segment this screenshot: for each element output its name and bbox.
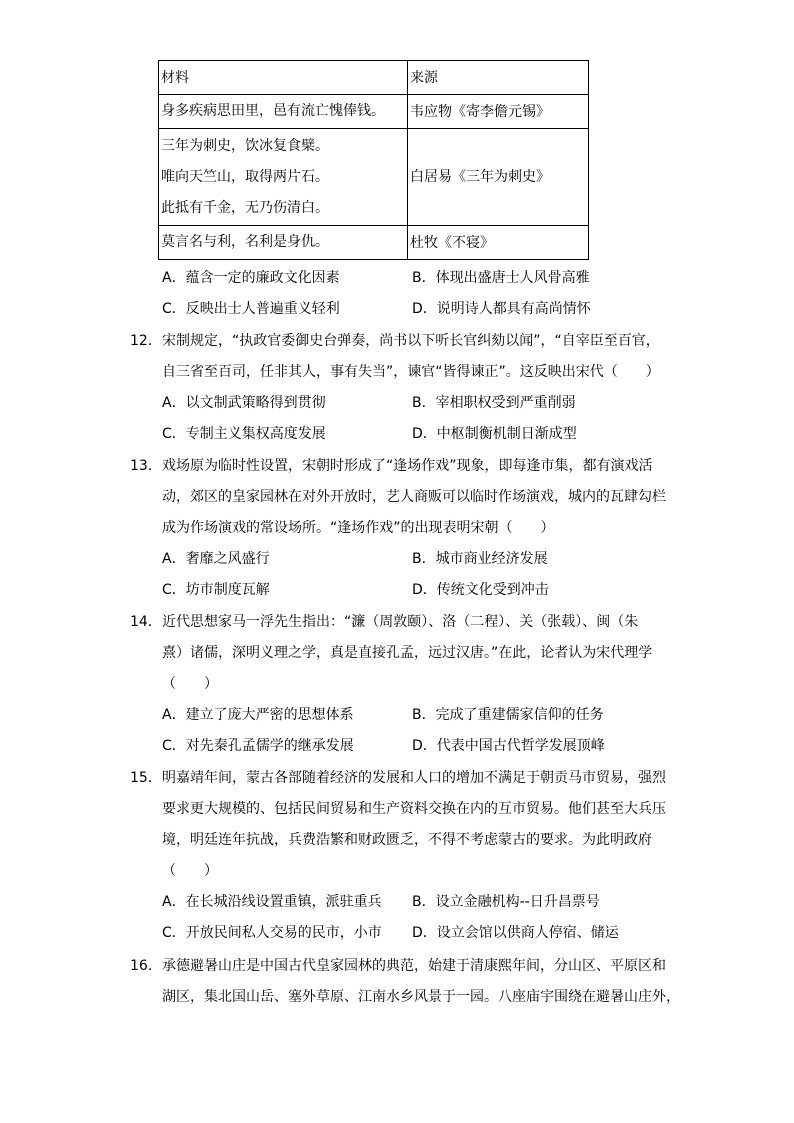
question-stem: 明嘉靖年间，蒙古各部随着经济的发展和人口的增加不满足于朝贡马市贸易，强烈 要求更大规模的、包括民间贸易和生产资料交换在内的互市贸易。他们甚至大兵压 境，明廷连年抗战，兵费浩繁和财政匮乏，不得不考虑蒙古的要求。为此明政府 （ ） bbox=[162, 770, 666, 879]
q13-options-row-2 bbox=[162, 578, 642, 602]
source-cell: 白居易《三年为刺史》 bbox=[408, 129, 589, 226]
option-b: B．宰相职权受到严重削弱 bbox=[412, 395, 576, 411]
source-cell: 杜牧《不寝》 bbox=[408, 226, 589, 260]
option-b: B．体现出盛唐士人风骨高雅 bbox=[412, 270, 590, 286]
question-12 bbox=[130, 326, 670, 388]
material-source-table bbox=[158, 60, 589, 260]
question-15 bbox=[130, 763, 670, 887]
table-row bbox=[159, 129, 589, 226]
q11-options-row-2 bbox=[162, 297, 642, 321]
question-number: 15． bbox=[130, 770, 162, 786]
option-d: D．中枢制衡机制日渐成型 bbox=[412, 426, 577, 442]
table-row bbox=[159, 226, 589, 260]
option-d: D．传统文化受到冲击 bbox=[412, 582, 549, 598]
question-stem: 宋制规定，“执政官委御史台弹奏，尚书以下听长官纠劾以闻”，“自宰臣至百官， 自三省至百司，任非其人，事有失当”，谏官“皆得谏正”。这反映出宋代（ ） bbox=[162, 333, 660, 380]
q14-options-row-1 bbox=[162, 703, 642, 727]
q12-options-row-2 bbox=[162, 422, 642, 446]
option-c: C．对先秦孔孟儒学的继承发展 bbox=[162, 738, 354, 754]
table-header-row bbox=[159, 61, 589, 95]
option-b: B．城市商业经济发展 bbox=[412, 551, 548, 567]
q15-options-row-1 bbox=[162, 890, 642, 914]
header-source: 来源 bbox=[408, 61, 589, 95]
option-a: A．在长城沿线设置重镇，派驻重兵 bbox=[162, 894, 382, 910]
question-16 bbox=[130, 951, 680, 1013]
material-cell: 身多疾病思田里，邑有流亡愧俸钱。 bbox=[159, 95, 408, 129]
q15-options-row-2 bbox=[162, 921, 642, 945]
option-c: C．反映出士人普遍重义轻利 bbox=[162, 301, 340, 317]
q14-options-row-2 bbox=[162, 734, 642, 758]
q11-options-row-1 bbox=[162, 266, 642, 290]
q12-options-row-1 bbox=[162, 391, 642, 415]
option-a: A．蕴含一定的廉政文化因素 bbox=[162, 270, 340, 286]
option-b: B．完成了重建儒家信仰的任务 bbox=[412, 707, 604, 723]
question-number: 13． bbox=[130, 458, 162, 474]
option-c: C．开放民间私人交易的民市，小市 bbox=[162, 925, 382, 941]
option-a: A．以文制武策略得到贯彻 bbox=[162, 395, 326, 411]
source-cell: 韦应物《寄李儋元锡》 bbox=[408, 95, 589, 129]
question-stem: 承德避暑山庄是中国古代皇家园林的典范，始建于清康熙年间，分山区、平原区和 湖区，集北国山岳、塞外草原、江南水乡风景于一园。八座庙宇围绕在避暑山庄外， bbox=[162, 958, 680, 1005]
question-number: 14． bbox=[130, 614, 162, 630]
option-c: C．专制主义集权高度发展 bbox=[162, 426, 326, 442]
option-b: B．设立金融机构--日升昌票号 bbox=[412, 894, 600, 910]
question-stem: 近代思想家马一浮先生指出：“濂（周敦颐）、洛（二程）、关（张载）、闽（朱 熹）诸儒，深明义理之学，真是直接孔孟，远过汉唐。”在此，论者认为宋代理学 （ ） bbox=[162, 614, 653, 692]
material-cell: 三年为刺史，饮冰复食檗。 唯向天竺山，取得两片石。 此抵有千金，无乃伤清白。 bbox=[159, 129, 408, 226]
question-13 bbox=[130, 451, 670, 544]
option-a: A．奢靡之风盛行 bbox=[162, 551, 270, 567]
question-number: 12． bbox=[130, 333, 162, 349]
option-d: D．说明诗人都具有高尚情怀 bbox=[412, 301, 591, 317]
option-c: C．坊市制度瓦解 bbox=[162, 582, 270, 598]
question-14 bbox=[130, 607, 670, 700]
q13-options-row-1 bbox=[162, 547, 642, 571]
table-row bbox=[159, 95, 589, 129]
header-material: 材料 bbox=[159, 61, 408, 95]
option-a: A．建立了庞大严密的思想体系 bbox=[162, 707, 354, 723]
question-stem: 戏场原为临时性设置，宋朝时形成了“逢场作戏”现象，即每逢市集，都有演戏活 动，郊区的皇家园林在对外开放时，艺人商贩可以临时作场演戏，城内的瓦肆勾栏 成为作场演戏的常设场所。“逢场作戏”的出现表明宋朝（ ） bbox=[162, 458, 666, 536]
question-number: 16． bbox=[130, 958, 162, 974]
material-cell: 莫言名与利，名利是身仇。 bbox=[159, 226, 408, 260]
option-d: D．代表中国古代哲学发展顶峰 bbox=[412, 738, 605, 754]
option-d: D．设立会馆以供商人停宿、储运 bbox=[412, 925, 619, 941]
